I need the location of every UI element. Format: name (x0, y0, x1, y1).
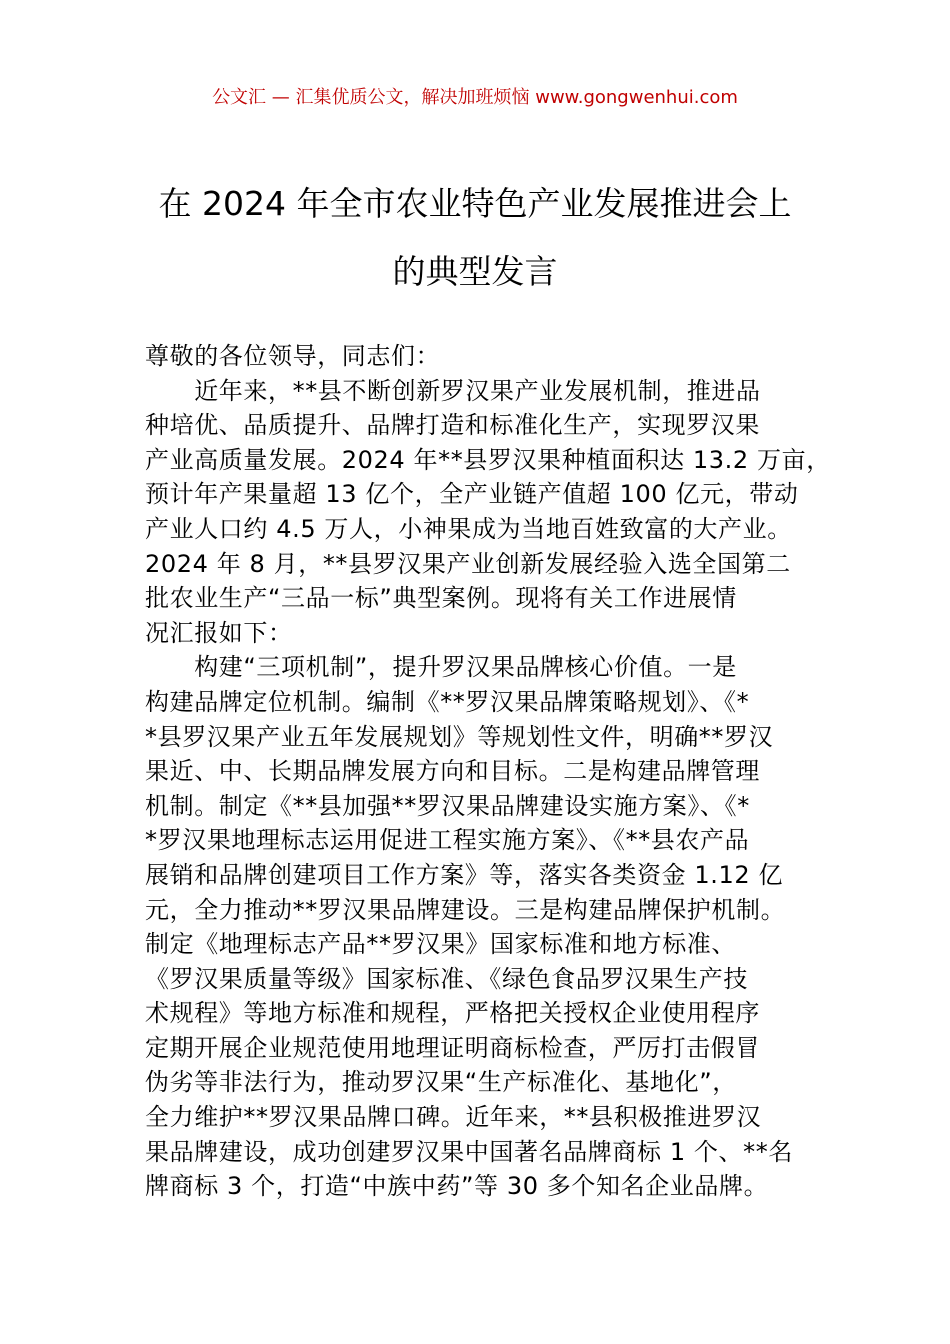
title-line: 在 2024 年全市农业特色产业发展推进会上 (158, 184, 792, 223)
document-body (145, 339, 831, 1204)
header-banner[interactable]: 公文汇 — 汇集优质公文，解决加班烦恼 www.gongwenhui.com (212, 87, 738, 108)
body-line: *罗汉果地理标志运用促进工程实施方案》、《**县农产品 (145, 826, 750, 855)
body-line: 《罗汉果质量等级》国家标准、《绿色食品罗汉果生产技 (145, 964, 748, 993)
body-line: 果品牌建设，成功创建罗汉果中国著名品牌商标 1 个、**名 (145, 1137, 793, 1166)
body-line: 机制。制定《**县加强**罗汉果品牌建设实施方案》、《* (145, 791, 750, 820)
body-line: 种培优、品质提升、品牌打造和标准化生产，实现罗汉果 (145, 411, 760, 440)
body-line: 制定《地理标志产品**罗汉果》国家标准和地方标准、 (145, 930, 736, 959)
body-line: 牌商标 3 个，打造“中族中药”等 30 多个知名企业品牌。 (145, 1172, 769, 1201)
salutation: 尊敬的各位领导，同志们： (145, 342, 441, 370)
body-line: 果近、中、长期品牌发展方向和目标。二是构建品牌管理 (145, 757, 760, 786)
body-line: 元，全力推动**罗汉果品牌建设。三是构建品牌保护机制。 (145, 895, 786, 924)
body-line: 近年来，**县不断创新罗汉果产业发展机制，推进品 (145, 376, 761, 405)
body-line: 2024 年 8 月，**县罗汉果产业创新发展经验入选全国第二 (145, 549, 791, 578)
document-title (140, 170, 810, 306)
body-line: 全力维护**罗汉果品牌口碑。近年来，**县积极推进罗汉 (145, 1103, 762, 1132)
body-line: 况汇报如下： (145, 618, 293, 647)
body-line: 展销和品牌创建项目工作方案》等，落实各类资金 1.12 亿 (145, 860, 784, 889)
body-line: 伪劣等非法行为，推动罗汉果“生产标准化、基地化”， (145, 1068, 737, 1097)
body-line: 产业高质量发展。2024 年**县罗汉果种植面积达 13.2 万亩， (145, 445, 831, 474)
body-line: 产业人口约 4.5 万人，小神果成为当地百姓致富的大产业。 (145, 514, 792, 543)
body-line: 构建“三项机制”，提升罗汉果品牌核心价值。一是 (145, 653, 737, 682)
body-line: 预计年产果量超 13 亿个，全产业链产值超 100 亿元，带动 (145, 480, 799, 509)
body-line: 构建品牌定位机制。编制《**罗汉果品牌策略规划》、《* (145, 687, 750, 716)
body-line: 定期开展企业规范使用地理证明商标检查，严厉打击假冒 (145, 1033, 760, 1062)
title-line: 的典型发言 (392, 252, 558, 291)
body-line: *县罗汉果产业五年发展规划》等规划性文件，明确**罗汉 (145, 722, 774, 751)
body-line: 批农业生产“三品一标”典型案例。现将有关工作进展情 (145, 584, 737, 613)
body-line: 术规程》等地方标准和规程，严格把关授权企业使用程序 (145, 999, 760, 1028)
